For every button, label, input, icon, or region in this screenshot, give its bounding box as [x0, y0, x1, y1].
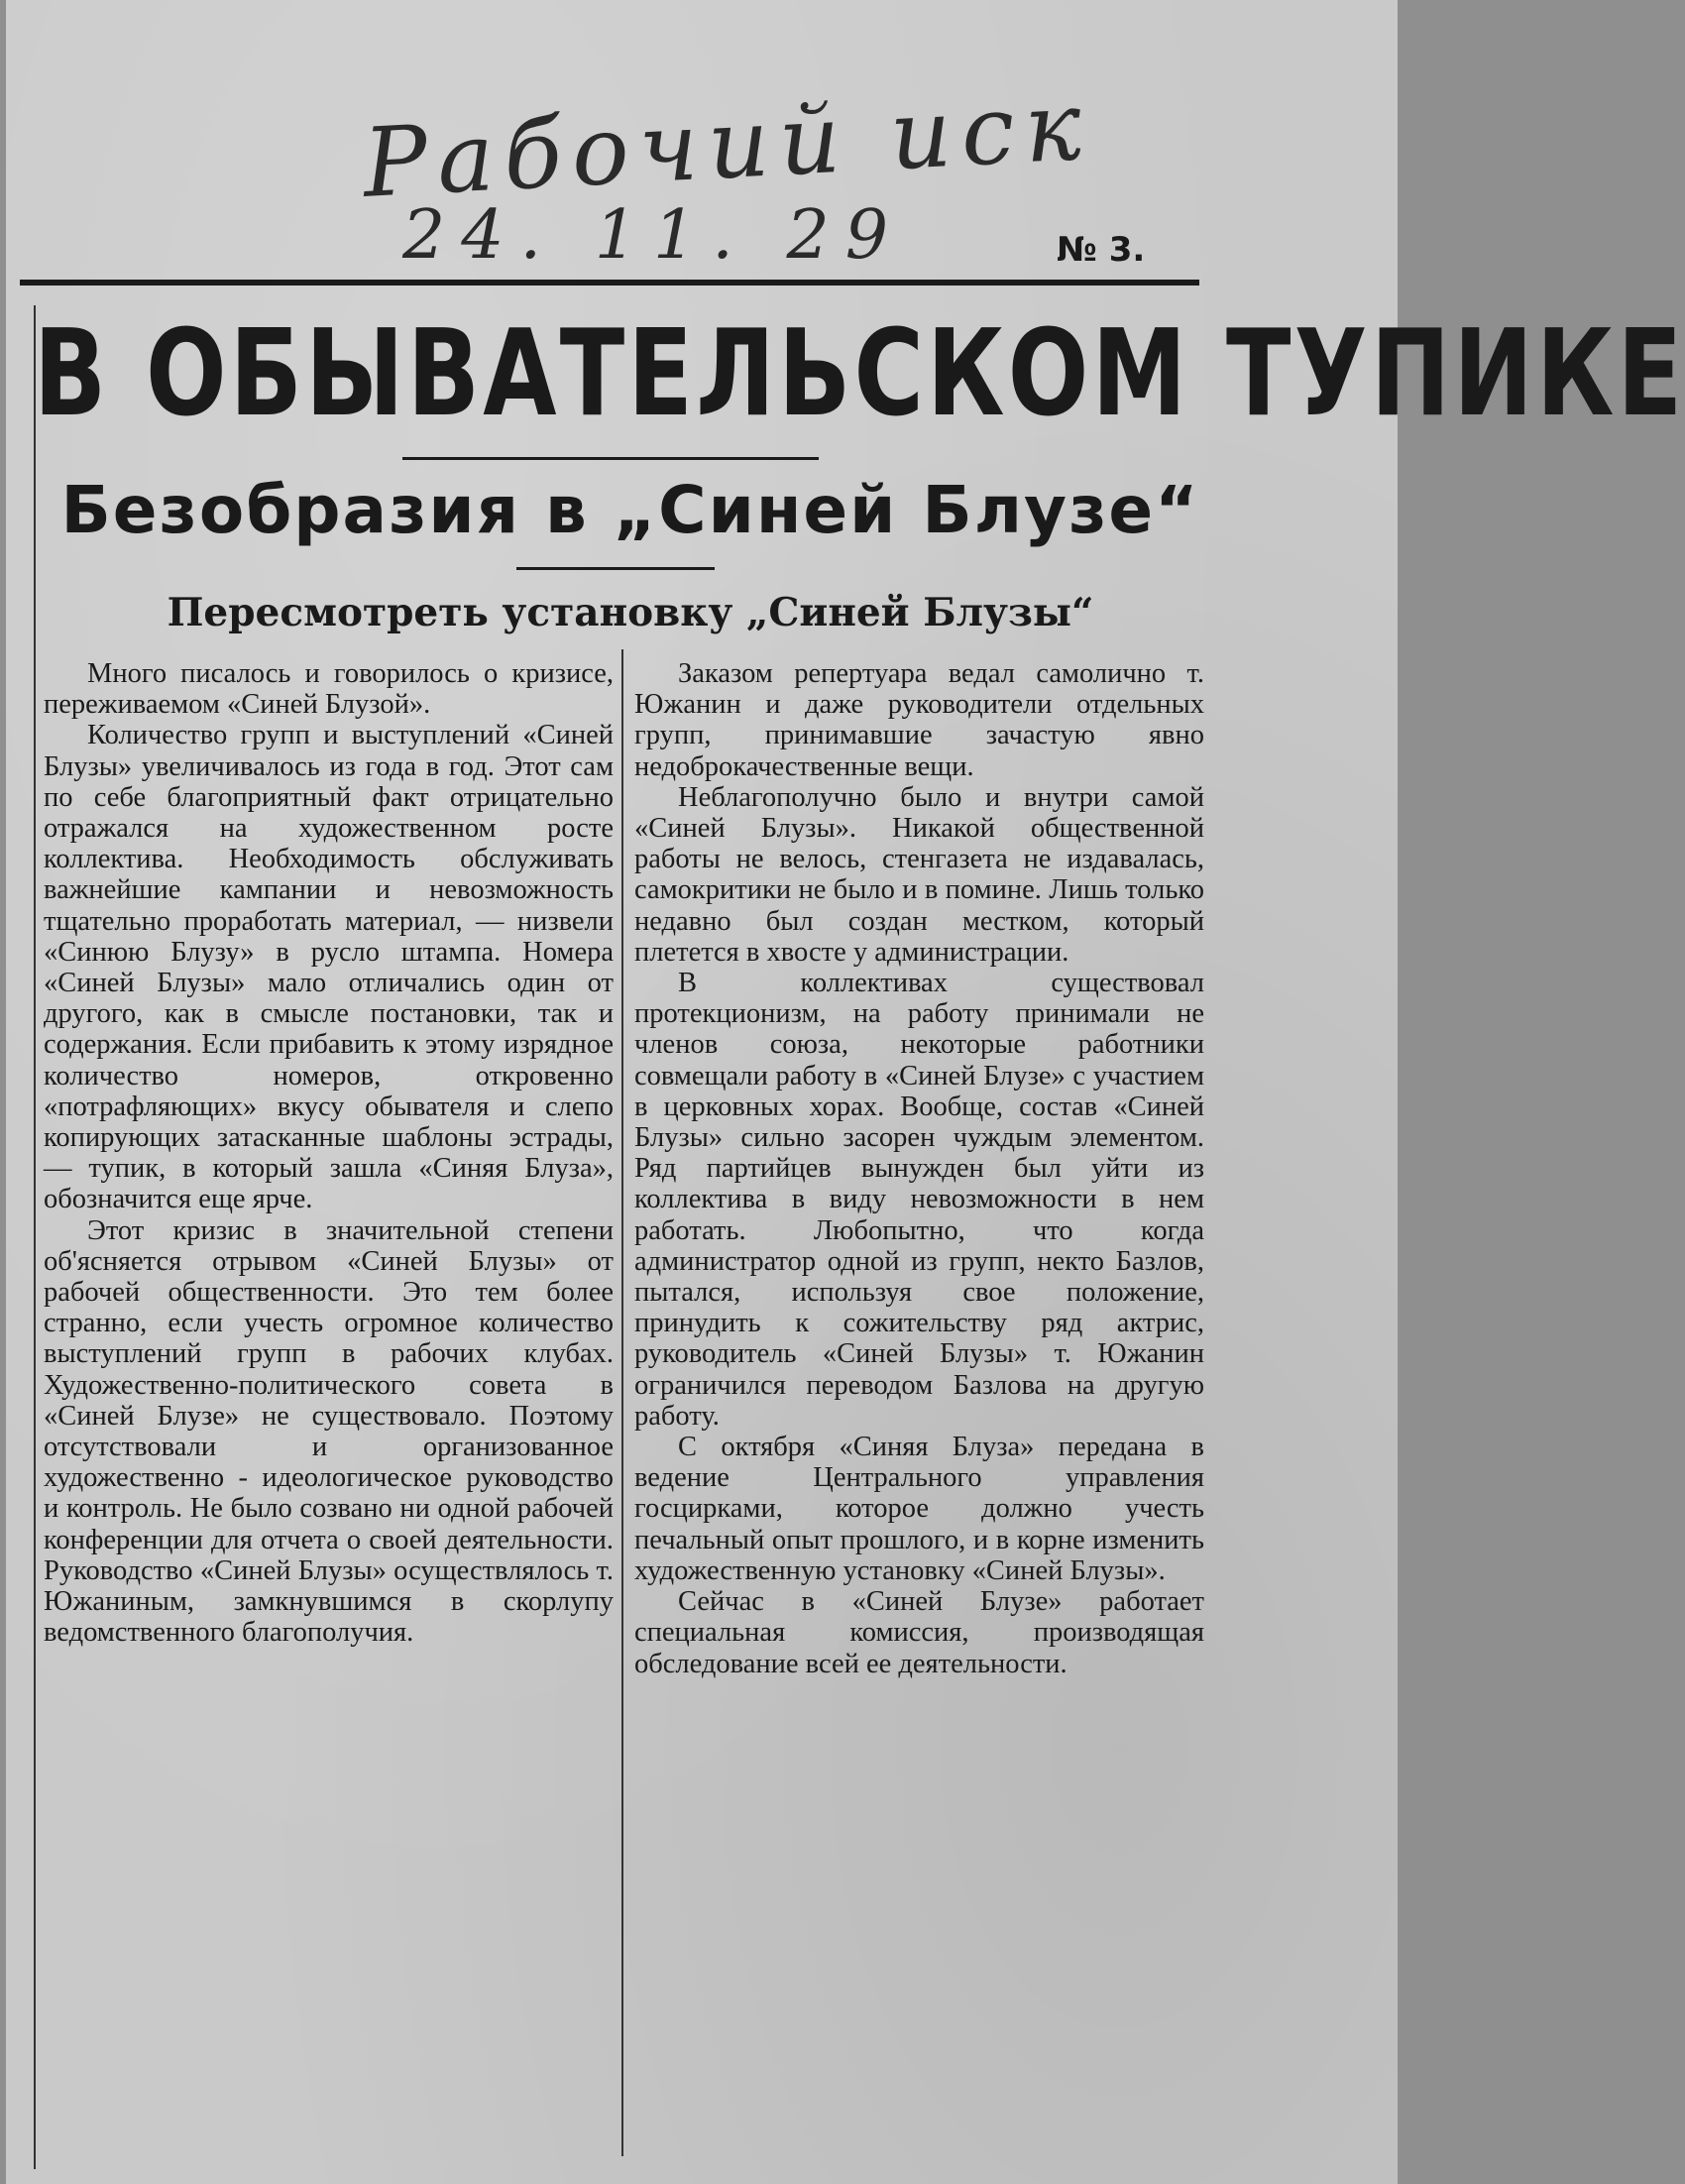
- issue-number: № 3.: [1057, 230, 1146, 270]
- paragraph: Заказом репертуара ведал самолично т. Южанин и даже руководители отдельных групп, принимавшие зачастую явно недоброкачественные вещи.: [634, 658, 1204, 782]
- paragraph: Этот кризис в значительной степени об'ясняется отрывом «Синей Блузы» от рабочей общественности. Это тем более странно, если учесть огромное количество выступлений групп в рабочих клубах. Художественно-политического совета в «Синей Блузе» не существовало. Поэтому отсутствовали и организованное художественно - идеологическое руководство и контроль. Не было созвано ни одной рабочей конференции для отчета о своей деятельности. Руководство «Синей Блузы» осуществлялось т. Южаниным, замкнувшимся в скорлупу ведомственного благополучия.: [44, 1214, 614, 1649]
- article-column-right: [634, 658, 1204, 1679]
- article-column-left: [44, 658, 614, 1649]
- subheadline-divider: [516, 567, 715, 570]
- column-divider: [621, 649, 623, 2156]
- headline-divider: [402, 457, 819, 460]
- subheadline-secondary: Пересмотреть установку „Синей Блузы“: [167, 590, 1094, 635]
- paragraph: Неблагополучно было и внутри самой «Синей Блузы». Никакой общественной работы не велось, стенгазета не издавалась, самокритики не было и в помине. Лишь только недавно был создан местком, который плетется в хвосте у администрации.: [634, 781, 1204, 968]
- handwritten-date-note: 24. 11. 29: [402, 196, 905, 275]
- paragraph: Много писалось и говорилось о кризисе, переживаемом «Синей Блузой».: [44, 658, 614, 721]
- top-rule: [20, 280, 1199, 286]
- newspaper-clipping: [6, 0, 1685, 2184]
- handwritten-source-note: Рабочий иск: [360, 69, 1094, 219]
- paragraph: С октября «Синяя Блуза» передана в ведение Центрального управления госцирками, которое должно учесть печальный опыт прошлого, и в корне изменить художественную установку «Синей Блузы».: [634, 1432, 1204, 1586]
- paragraph: Количество групп и выступлений «Синей Блузы» увеличивалось из года в год. Этот сам по себе благоприятный факт отрицательно отражался на художественном росте коллектива. Необходимость обслуживать важнейшие кампании и невозможность тщательно проработать материал, — низвели «Синюю Блузу» в русло штампа. Номера «Синей Блузы» мало отличались один от другого, как в смысле постановки, так и содержания. Если прибавить к этому изрядное количество номеров, откровенно «потрафляющих» вкусу обывателя и слепо копирующих затасканные шаблоны эстрады, — тупик, в который зашла «Синяя Блуза», обозначится еще ярче.: [44, 720, 614, 1215]
- paragraph: Сейчас в «Синей Блузе» работает специальная комиссия, производящая обследование всей ее деятельности.: [634, 1586, 1204, 1679]
- headline: В ОБЫВАТЕЛЬСКОМ ТУПИКЕ: [34, 305, 1685, 443]
- left-frame-rule: [34, 305, 36, 2169]
- subheadline: Безобразия в „Синей Блузе“: [60, 472, 1200, 548]
- paragraph: В коллективах существовал протекционизм, на работу принимали не членов союза, некоторые работники совмещали работу в «Синей Блузе» с участием в церковных хорах. Вообще, состав «Синей Блузы» сильно засорен чуждым элементом. Ряд партийцев вынужден был уйти из коллектива в виду невозможности в нем работать. Любопытно, что когда администратор одной из групп, некто Базлов, пытался, используя свое положение, принудить к сожительству ряд актрис, руководитель «Синей Блузы» т. Южанин ограничился переводом Базлова на другую работу.: [634, 968, 1204, 1432]
